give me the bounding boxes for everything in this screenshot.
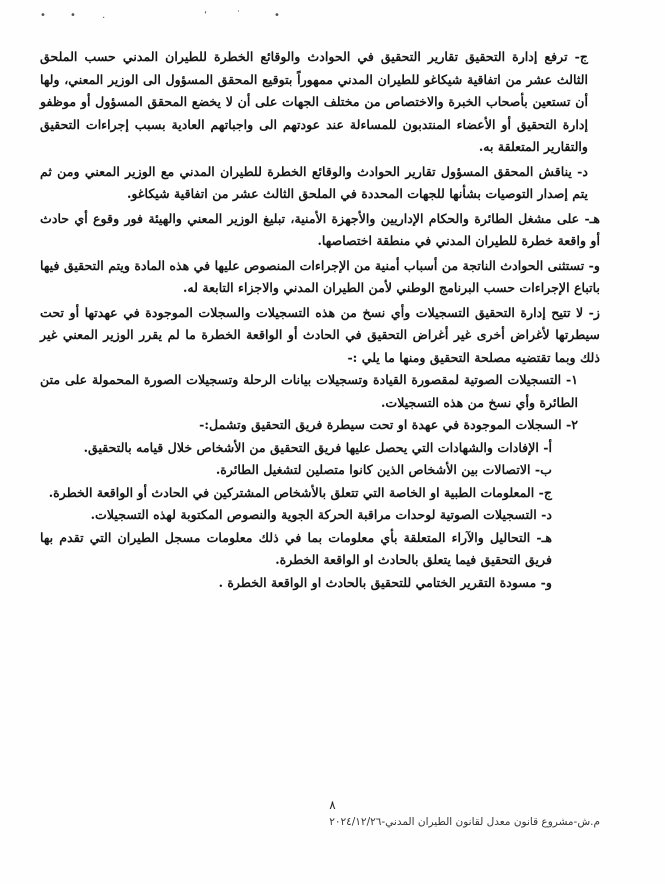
page-number: ٨ (329, 798, 336, 812)
sub-item-j: ج- المعلومات الطبية او الخاصة التي تتعلق بالأشخاص المشتركين في الحادث أو الواقعة الخطرة. (48, 484, 552, 500)
paragraph-d: د- يناقش المحقق المسؤول تقارير الحوادث والوقائع الخطرة للطيران المدني مع الوزير المعني ومن ثم يتم إصدار التوصيات بشأنها للجهات المحددة في الملحق الثالث عشر من اتفاقية شيكاغو. (40, 163, 588, 201)
scan-marks: • • ․ ‘ ˙ • (40, 10, 280, 21)
paragraph-w: و- تستثنى الحوادث الناتجة من أسباب أمنية من الإجراءات المنصوص عليها في هذه المادة ويتم التحقيق فيها باتباع الإجراءات حسب البرنامج الوطني لأمن الطيران المدني والاجزاء التابعة له. (40, 257, 600, 295)
list-item-1: ١- التسجيلات الصوتية لمقصورة القيادة وتسجيلات بيانات الرحلة وتسجيلات الصورة المحمولة على متن الطائرة وأي نسخ من هذه التسجيلات. (40, 372, 578, 410)
list-item-2: ٢- السجلات الموجودة في عهدة او تحت سيطرة فريق التحقيق وتشمل:- (199, 417, 578, 432)
footer-text: م.ش-مشروع قانون معدل لقانون الطيران المدني-٢٠٢٤/١٢/٢٦ (329, 816, 600, 828)
sub-item-a: أ- الإفادات والشهادات التي يحصل عليها فريق التحقيق من الأشخاص خلال قيامه بالتحقيق. (83, 439, 552, 455)
document-body (40, 46, 600, 594)
paragraph-h: هـ- على مشغل الطائرة والحكام الإداريين والأجهزة الأمنية، تبليغ الوزير المعني والهيئة فور وقوع أي حادث أو واقعة خطرة للطيران المدني في منطقة اختصاصها. (40, 210, 600, 248)
paragraph-z: ز- لا تتيح إدارة التحقيق التسجيلات وأي نسخ من هذه التسجيلات والسجلات الموجودة في عهدتها أو تحت سيطرتها لأغراض أخرى غير أغراض التحقيق في الحادث أو الواقعة الخطرة ما لم يقرر الوزير المعني غير ذلك وبما تقتضيه مصلحة التحقيق ومنها ما يلي :- (40, 304, 600, 365)
sub-item-w: و- مسودة التقرير الختامي للتحقيق بالحادث او الواقعة الخطرة . (218, 574, 552, 590)
sub-item-h: هـ- التحاليل والآراء المتعلقة بأي معلومات بما في ذلك معلومات مسجل الطيران التي تقدم بها فريق التحقيق فيما يتعلق بالحادث او الواقعة الخطرة. (40, 529, 552, 567)
sub-item-b: ب- الاتصالات بين الأشخاص الذين كانوا متصلين لتشغيل الطائرة. (215, 462, 552, 477)
sub-item-d: د- التسجيلات الصوتية لوحدات مراقبة الحركة الجوية والنصوص المكتوبة لهذه التسجيلات. (90, 507, 552, 522)
paragraph-j: ج- ترفع إدارة التحقيق تقارير التحقيق في الحوادث والوقائع الخطرة للطيران المدني حسب الملحق الثالث عشر من اتفاقية شيكاغو للطيران المدني ممهوراً بتوقيع المحقق المسؤول الى الوزير المعني، ولها أن تستعين بأصحاب الخبرة والاختصاص من مختلف الجهات على أن لا يخضع المحقق المسؤول أو موظفو إدارة التحقيق أو الأعضاء المنتدبون للمساءلة عند عودتهم الى واجباتهم العادية بسبب إجراءات التحقيق والتقارير المتعلقة به. (40, 49, 588, 154)
